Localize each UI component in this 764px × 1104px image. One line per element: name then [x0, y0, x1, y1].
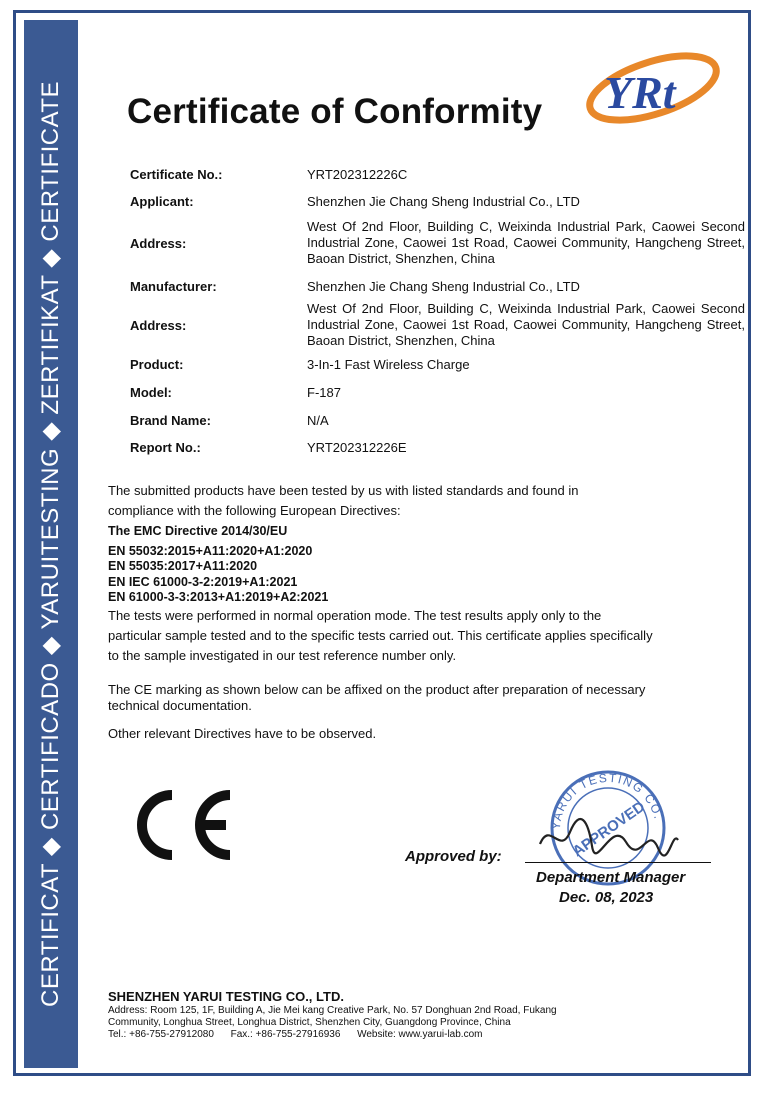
- stamp-center-text: APPROVED: [569, 798, 649, 861]
- report-no-value: YRT202312226E: [307, 440, 407, 455]
- approval-date: Dec. 08, 2023: [559, 889, 654, 906]
- applicant-address-label: Address:: [130, 236, 187, 251]
- intro-line-2: compliance with the following European Directives:: [108, 503, 401, 518]
- applicant-value: Shenzhen Jie Chang Sheng Industrial Co., LTD: [307, 194, 580, 209]
- signature-line: [525, 862, 711, 863]
- tests-line-3: to the sample investigated in our test reference number only.: [108, 648, 457, 663]
- intro-line-1: The submitted products have been tested by us with listed standards and found in: [108, 483, 579, 498]
- manufacturer-address-value: West Of 2nd Floor, Building C, Weixinda Industrial Park, Caowei Second Industrial Zone, Caowei 1st Road, Caowei Community, Hangcheng Street, Baoan District, Shenzhen, China: [307, 301, 745, 348]
- ce-paragraph: [108, 682, 668, 714]
- product-label: Product:: [130, 357, 184, 372]
- report-no-label: Report No.:: [130, 440, 201, 455]
- product-value: 3-In-1 Fast Wireless Charge: [307, 357, 470, 372]
- manufacturer-address-label: Address:: [130, 318, 187, 333]
- brand-name-value: N/A: [307, 413, 329, 428]
- company-address-line-2: Community, Longhua Street, Longhua District, Shenzhen City, Guangdong Province, China: [108, 1017, 511, 1028]
- manufacturer-value: Shenzhen Jie Chang Sheng Industrial Co., LTD: [307, 279, 580, 294]
- tests-line-1: The tests were performed in normal operation mode. The test results apply only to the: [108, 608, 602, 623]
- standard-3: EN IEC 61000-3-2:2019+A1:2021: [108, 575, 298, 589]
- yrt-logo: [582, 40, 724, 136]
- certificate-no-value: YRT202312226C: [307, 167, 408, 182]
- intro-paragraph: [108, 481, 668, 521]
- company-name: SHENZHEN YARUI TESTING CO., LTD.: [108, 989, 344, 1004]
- company-info: [108, 1005, 628, 1041]
- ce-line-1: The CE marking as shown below can be affixed on the product after preparation of necessary: [108, 682, 646, 697]
- approved-by-label: Approved by:: [405, 848, 502, 865]
- model-value: F-187: [307, 385, 341, 400]
- applicant-label: Applicant:: [130, 194, 194, 209]
- other-directives: Other relevant Directives have to be observed.: [108, 726, 377, 741]
- company-contact: Tel.: +86-755-27912080 Fax.: +86-755-27916936 Website: www.yarui-lab.com: [108, 1029, 483, 1040]
- certificate-no-label: Certificate No.:: [130, 167, 223, 182]
- standard-1: EN 55032:2015+A11:2020+A1:2020: [108, 544, 313, 558]
- company-address-line-1: Address: Room 125, 1F, Building A, Jie Mei kang Creative Park, No. 57 Donghuan 2nd Road, Fukang: [108, 1005, 557, 1016]
- logo-text: YRt: [604, 67, 676, 118]
- directive: The EMC Directive 2014/30/EU: [108, 524, 288, 538]
- side-band-text: CERTIFICAT ◆ CERTIFICADO ◆ YARUITESTING ◆ ZERTIFIKAT ◆ CERTIFICATE: [37, 80, 64, 1008]
- model-label: Model:: [130, 385, 172, 400]
- manufacturer-label: Manufacturer:: [130, 279, 217, 294]
- tests-paragraph: [108, 606, 668, 666]
- applicant-address-value: West Of 2nd Floor, Building C, Weixinda Industrial Park, Caowei Second Industrial Zone, Caowei 1st Road, Caowei Community, Hangcheng Street, Baoan District, Shenzhen, China: [307, 219, 745, 266]
- tests-line-2: particular sample tested and to the specific tests carried out. This certificate applies specifically: [108, 628, 653, 643]
- ce-line-2: technical documentation.: [108, 698, 252, 713]
- ce-mark-icon: [126, 785, 236, 865]
- brand-name-label: Brand Name:: [130, 413, 211, 428]
- stamp-ring-text: YARUI TESTING CO.: [548, 770, 666, 831]
- page-title: Certificate of Conformity: [127, 92, 543, 131]
- standard-4: EN 61000-3-3:2013+A1:2019+A2:2021: [108, 590, 329, 604]
- signer-title: Department Manager: [536, 869, 686, 886]
- standard-2: EN 55035:2017+A11:2020: [108, 559, 258, 573]
